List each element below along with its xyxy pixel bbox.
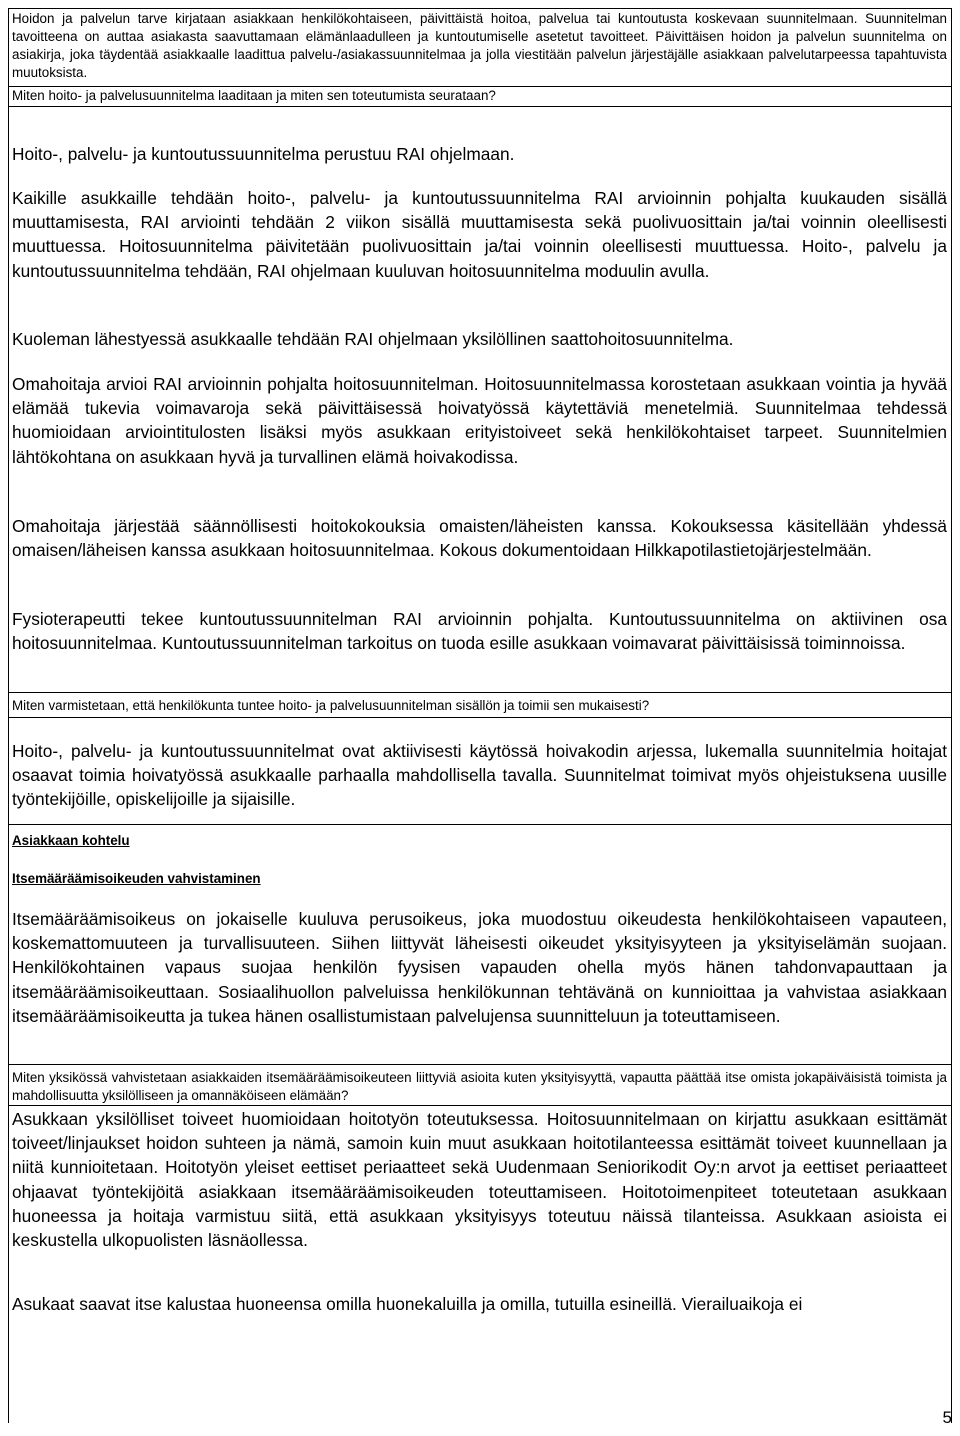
section-paragraph: Itsemääräämisoikeus on jokaiselle kuuluva perusoikeus, joka muodostuu oikeudesta henkilökohtaiseen vapauteen, koskemattomuuteen ja turvallisuuteen. Siihen liittyvät läheisesti oikeudet yksityisyyteen ja yksityiselämän suojaan. Henkilökohtainen vapaus suojaa henkilön fyysisen vapauden ohella myös hänen tahdonvapauttaan ja itsemääräämisoikeuttaan. Sosiaalihuollon palveluissa henkilökunnan tehtävänä on kunnioittaa ja vahvistaa asiakkaan itsemääräämisoikeutta ja tukea hänen osallistumistaan palvelujensa suunnitteluun ja toteuttamiseen. — [12, 909, 947, 1026]
intro-paragraph: Hoidon ja palvelun tarve kirjataan asiakkaan henkilökohtaiseen, päivittäistä hoitoa, palvelua tai kuntoutusta koskevaan suunnitelmaan. Suunnitelman tavoitteena on auttaa asiakasta saavuttamaan elämänlaadulleen ja kuntoutumiselle asetetut tavoitteet. Päivittäisen hoidon ja palvelun suunnitelma on asiakirja, joka täydentää asiakkaalle laadittua palvelu-/asiakassuunnitelmaa ja jolla viestitään palvelun järjestäjälle asiakkaan palvelutarpeessa tapahtuvista muutoksista. — [12, 11, 947, 80]
answer-paragraph: Kuoleman lähestyessä asukkaalle tehdään RAI ohjelmaan yksilöllinen saattohoitosuunnitelma. — [12, 329, 734, 349]
answer-paragraph: Asukkaan yksilölliset toiveet huomioidaan hoitotyön toteutuksessa. Hoitosuunnitelmaan on kirjattu asukkaan esittämät toiveet/linjaukset hoidon suhteen ja nämä, samoin kuin muut asukkaan hoitotilanteessa esittämät toiveet kuunnellaan ja niitä kunnioitetaan. Hoitotyön yleiset eettiset periaatteet sekä Uudenmaan Seniorikodit Oy:n arvot ja eettiset periaatteet ohjaavat työntekijöitä asiakkaan itsemääräämisoikeuden toteuttamiseen. Hoitotoimenpiteet toteutetaan asukkaan huoneessa ja hoitaja varmistuu siitä, että asukkaan yksityisyys toteutuu näissä tilanteissa. Asukkaan asioista ei keskustella ulkopuolisten läsnäollessa. — [12, 1109, 947, 1251]
answer-paragraph: Hoito-, palvelu- ja kuntoutussuunnitelma perustuu RAI ohjelmaan. — [12, 144, 515, 164]
answer-paragraph: Kaikille asukkaille tehdään hoito-, palvelu- ja kuntoutussuunnitelma RAI arvioinnin pohjalta kuukauden sisällä muuttamisesta, RAI arviointi tehdään 2 viikon sisällä muuttamisesta sekä puolivuosittain ja/tai voinnin oleellisesti muuttuessa. Hoitosuunnitelma päivitetään puolivuosittain ja/tai voinnin oleellisesti muuttuessa. Hoito-, palvelu ja kuntoutussuunnitelma tehdään, RAI ohjelmaan kuuluvan hoitosuunnitelma moduulin avulla. — [12, 188, 947, 281]
question-care-plan: Miten hoito- ja palvelusuunnitelma laaditaan ja miten sen toteutumista seurataan? — [12, 88, 496, 103]
divider — [8, 692, 952, 693]
answer-paragraph: Omahoitaja arvioi RAI arvioinnin pohjalta hoitosuunnitelman. Hoitosuunnitelmassa korostetaan asukkaan vointia ja hyvää elämää tukevia voimavaroja sekä päivittäisessä hoivatyössä käytettäviä menetelmiä. Suunnitelmaa tehdessä huomioidaan arviointitulosten lisäksi myös asukkaan erityistoiveet sekä henkilökohtaiset tarpeet. Suunnitelmien lähtökohtana on asukkaan hyvä ja turvallinen elämä hoivakodissa. — [12, 374, 947, 467]
divider — [8, 1064, 952, 1065]
page-number: 5 — [942, 1408, 952, 1427]
question-staff-awareness: Miten varmistetaan, että henkilökunta tuntee hoito- ja palvelusuunnitelman sisällön ja toimii sen mukaisesti? — [12, 698, 650, 713]
answer-paragraph: Asukaat saavat itse kalustaa huoneensa omilla huonekaluilla ja omilla, tutuilla esineillä. Vierailuaikoja ei — [12, 1294, 803, 1314]
section-heading: Asiakkaan kohtelu — [12, 833, 130, 848]
divider — [8, 106, 952, 107]
answer-paragraph: Fysioterapeutti tekee kuntoutussuunnitelman RAI arvioinnin pohjalta. Kuntoutussuunnitelma on aktiivinen osa hoitosuunnitelmaa. Kuntoutussuunnitelman tarkoitus on tuoda esille asukkaan voimavarat päivittäisissä toiminnoissa. — [12, 609, 947, 654]
answer-paragraph: Hoito-, palvelu- ja kuntoutussuunnitelmat ovat aktiivisesti käytössä hoivakodin arjessa, lukemalla suunnitelmia hoitajat osaavat toimia hoivatyössä asukkaalle parhaalla mahdollisella tavalla. Suunnitelmat toimivat myös ohjeistuksena uusille työntekijöille, opiskelijoille ja sijaisille. — [12, 741, 947, 810]
question-self-determination: Miten yksikössä vahvistetaan asiakkaiden itsemääräämisoikeuteen liittyviä asioita kuten yksityisyyttä, vapautta päättää itse omista jokapäiväisistä toimista ja mahdollisuutta yksilölliseen ja omannäköiseen elämään? — [12, 1070, 947, 1103]
section-subheading: Itsemääräämisoikeuden vahvistaminen — [12, 871, 261, 886]
answer-paragraph: Omahoitaja järjestää säännöllisesti hoitokokouksia omaisten/läheisten kanssa. Kokouksessa käsitellään yhdessä omaisen/läheisen kanssa asukkaan hoitosuunnitelmaa. Kokous dokumentoidaan Hilkkapotilastietojärjestelmään. — [12, 516, 947, 561]
divider — [8, 717, 952, 718]
divider — [8, 824, 952, 825]
divider — [8, 1105, 952, 1106]
